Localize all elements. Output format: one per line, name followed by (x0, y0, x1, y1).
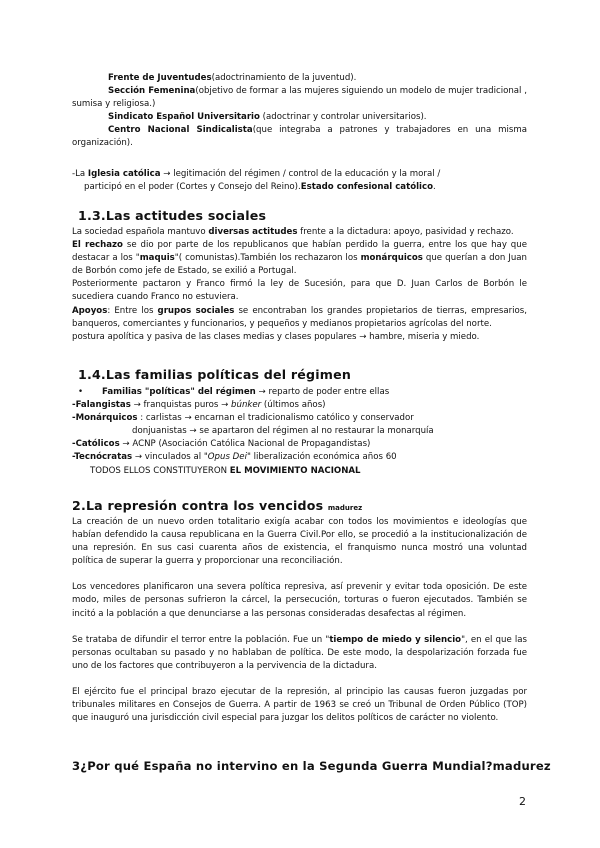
section-title-1-3: 1.3.Las actitudes sociales (78, 208, 267, 223)
bullet-icon: • (78, 387, 84, 397)
org-item: Centro Nacional Sindicalista(que integraba a patrones y trabajadores en una misma organización). (72, 125, 527, 149)
org-item: Sindicato Español Universitario (adoctrinar y controlar universitarios). (108, 112, 427, 123)
section-title-2: 2.La represión contra los vencidos madurez (72, 498, 363, 513)
section-2-body: La creación de un nuevo orden totalitario exigía acabar con todos los movimientos e ideologías que habían defendido la causa republicana en la Guerra Civil.Por ello, se procedió a la institucionalización de una represión. En sus casi cuarenta años de existencia, el franquismo nunca mostró una voluntad política de superar la guerra y proporcionar una reconciliación. Los vencedores planificaron una severa política represiva, así prevenir y evitar toda oposición. De este modo, miles de personas sufrieron la cárcel, la persecución, torturas o fueron ejecutados. También se incitó a la población a que denunciarse a las personas consideradas desafectas al régimen. Se trataba de difundir el terror entre la población. Fue un "tiempo de miedo y silencio", en el que las personas ocultaban su pasado y no hablaban de política. De este modo, la despolarización forzada fue uno de los factores que contribuyeron a la pervivencia de la dictadura. El ejército fue el principal brazo ejecutar de la represión, al principio las causas fueron juzgadas por tribunales militares en Consejos de Guerra. A partir de 1963 se creó un Tribunal de Orden Público (TOP) que inauguró una jurisdicción civil especial para juzgar los delitos políticos de carácter no violento. (72, 517, 528, 724)
organizations-list (72, 72, 527, 151)
iglesia-paragraph: -La Iglesia católica → legitimación del régimen / control de la educación y la moral / participó en el poder (Cortes y Consejo del Reino).Estado confesional católico. (72, 169, 441, 193)
page-number: 2 (519, 795, 526, 808)
section-title-1-4: 1.4.Las familias políticas del régimen (78, 367, 351, 382)
section-1-3-body: La sociedad española mantuvo diversas actitudes frente a la dictadura: apoyo, pasividad y rechazo. El rechazo se dio por parte de los republicanos que habían perdido la guerra, entre los que hay que destacar a los "maquis"( comunistas).También los rechazaron los monárquicos que querían a don Juan de Borbón como jefe de Estado, se exilió a Portugal. Posteriormente pactaron y Franco firmó la ley de Sucesión, para que D. Juan Carlos de Borbón le sucediera cuando Franco no estuviera. Apoyos: Entre los grupos sociales se encontraban los grandes propietarios de tierras, empresarios, banqueros, comerciantes y funcionarios, y pequeños y medianos propietarios agrícolas del norte. postura apolítica y pasiva de las clases medias y clases populares → hambre, miseria y miedo. (72, 227, 528, 342)
madurez-tag: madurez (327, 504, 363, 512)
org-item: Frente de Juventudes(adoctrinamiento de la juventud). (108, 73, 357, 83)
org-item: Sección Femenina(objetivo de formar a las mujeres siguiendo un modelo de mujer tradicional , sumisa y religiosa.) (72, 86, 527, 110)
section-1-4-body: • Familias "políticas" del régimen → reparto de poder entre ellas -Falangistas → franquistas puros → búnker (últimos años) -Monárquicos : carlistas → encarnan el tradicionalismo católico y conservador donjuanistas → se apartaron del régimen al no restaurar la monarquía -Católicos → ACNP (Asociación Católica Nacional de Propagandistas) -Tecnócratas → vinculados al "Opus Dei" liberalización económica años 60 TODOS ELLOS CONSTITUYERON EL MOVIMIENTO NACIONAL (72, 387, 434, 476)
section-title-3: 3¿Por qué España no intervino en la Segunda Guerra Mundial?madurez (72, 759, 551, 773)
